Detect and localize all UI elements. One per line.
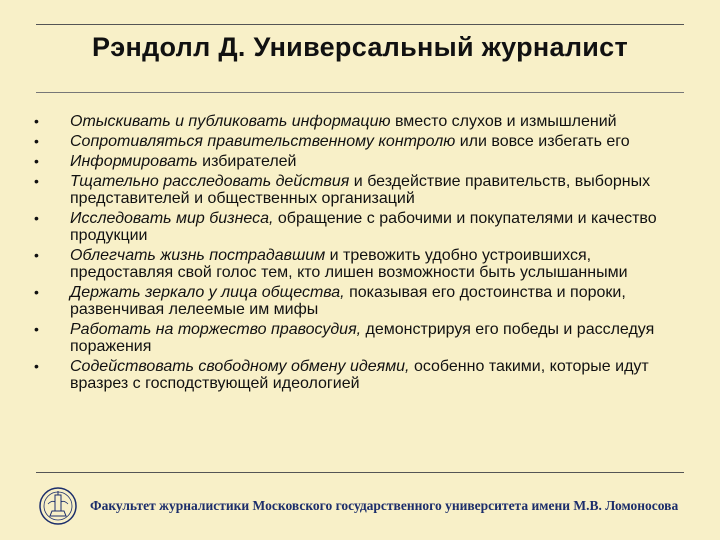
bullet-icon: • bbox=[34, 321, 39, 337]
bullet-italic: Тщательно расследовать действия bbox=[70, 173, 350, 190]
bullet-item bbox=[34, 173, 674, 207]
bullet-item bbox=[34, 284, 674, 318]
bullet-italic: Облегчать жизнь пострадавшим bbox=[70, 247, 326, 264]
bullet-icon: • bbox=[34, 113, 39, 129]
bullet-item bbox=[34, 321, 674, 355]
bullet-italic: Содействовать свободному обмену идеями, bbox=[70, 358, 410, 375]
bullet-text: и тревожить удобно устроившихся, предоставляя свой голос тем, кто лишен возможности быть услышанными bbox=[70, 247, 628, 281]
bullet-text: демонстрируя его победы и расследуя поражения bbox=[70, 321, 655, 355]
top-divider bbox=[36, 24, 684, 25]
bullet-italic: Работать на торжество правосудия, bbox=[70, 321, 362, 338]
bullet-italic: Держать зеркало у лица общества, bbox=[70, 284, 345, 301]
bullet-italic: Отыскивать и публиковать информацию bbox=[70, 113, 391, 130]
bullet-item bbox=[34, 133, 674, 150]
bullet-text: избирателей bbox=[197, 153, 297, 170]
title-divider bbox=[36, 92, 684, 93]
bullet-text: обращение с рабочими и покупателями и качество продукции bbox=[70, 210, 657, 244]
bullet-icon: • bbox=[34, 247, 39, 263]
bullet-item bbox=[34, 358, 674, 392]
bullet-text: особенно такими, которые идут вразрез с господствующей идеологией bbox=[70, 358, 649, 392]
bullet-item bbox=[34, 247, 674, 281]
bullet-text: вместо слухов и измышлений bbox=[390, 113, 617, 130]
bullet-icon: • bbox=[34, 358, 39, 374]
bullet-text: или вовсе избегать его bbox=[455, 133, 630, 150]
slide-title: Рэндолл Д. Универсальный журналист bbox=[91, 32, 629, 62]
msu-emblem-icon bbox=[38, 486, 78, 526]
bullet-italic: Сопротивляться правительственному контролю bbox=[70, 133, 456, 150]
bullet-text: и бездействие правительств, выборных представителей и общественных организаций bbox=[70, 173, 651, 207]
bullet-item bbox=[34, 113, 674, 130]
bullet-item bbox=[34, 153, 674, 170]
footer-divider bbox=[36, 472, 684, 473]
bullet-icon: • bbox=[34, 210, 39, 226]
bullet-icon: • bbox=[34, 133, 39, 149]
bullet-icon: • bbox=[34, 153, 39, 169]
bullet-text: показывая его достоинства и пороки, развенчивая лелеемые им мифы bbox=[70, 284, 626, 318]
bullet-icon: • bbox=[34, 173, 39, 189]
bullet-icon: • bbox=[34, 284, 39, 300]
footer-faculty-text: Факультет журналистики Московского государственного университета имени М.В. Ломоносова bbox=[90, 498, 679, 513]
bullet-italic: Информировать bbox=[70, 153, 198, 170]
bullet-list bbox=[34, 113, 674, 395]
bullet-italic: Исследовать мир бизнеса, bbox=[70, 210, 274, 227]
bullet-item bbox=[34, 210, 674, 244]
